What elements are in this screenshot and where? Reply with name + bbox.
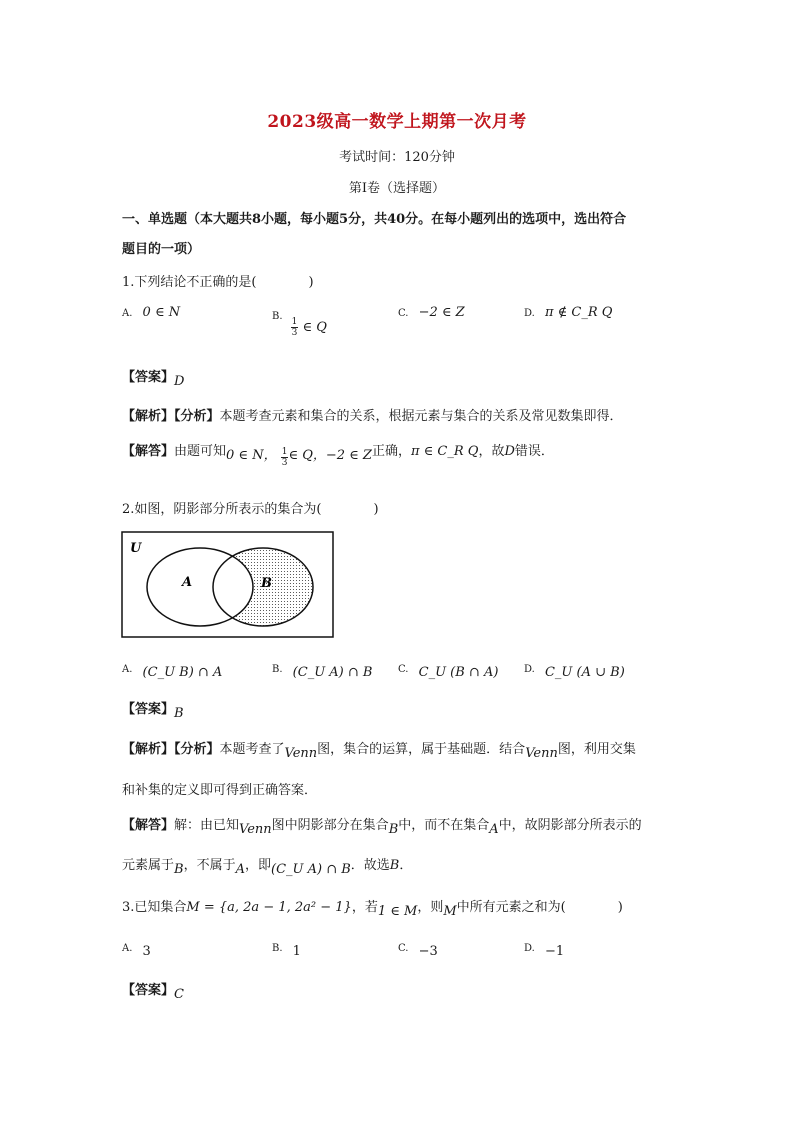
math: 0 ∈ N， — [226, 448, 277, 463]
analysis-text: 图，利用交集 — [557, 742, 636, 757]
option-label: B. — [272, 943, 283, 954]
q1-option-a — [122, 305, 180, 320]
fraction: $\frac{1}{3}$ — [281, 447, 288, 468]
math: B — [388, 822, 399, 837]
solution-text: 元素属于 — [122, 858, 175, 873]
answer-value: C — [174, 987, 184, 1002]
q3-answer — [122, 979, 184, 1002]
option-text: 3 — [142, 944, 151, 959]
q3-option-b — [272, 940, 301, 959]
option-label: D. — [524, 664, 535, 675]
q2-analysis — [122, 738, 636, 761]
q2-option-b — [272, 661, 373, 680]
solution-text: 由题可知 — [174, 444, 227, 459]
q3-option-d — [524, 940, 565, 959]
option-label: C. — [398, 308, 409, 319]
option-text: C_U (A ∪ B) — [544, 665, 625, 680]
venn-diagram — [121, 531, 335, 639]
option-label: C. — [398, 943, 409, 954]
analysis-text: 图，集合的运算，属于基础题．结合 — [317, 742, 526, 757]
math: ∈ Q，−2 ∈ Z — [288, 448, 372, 463]
q1-analysis — [122, 405, 623, 424]
option-label: A. — [122, 943, 133, 954]
q2-option-a — [122, 661, 223, 680]
fraction: $\frac{1}{3}$ — [291, 317, 298, 338]
q2-solution — [122, 814, 642, 837]
set-b-label: B — [261, 576, 272, 591]
set-a-label: A — [182, 575, 193, 590]
q2-solution-cont — [122, 854, 413, 877]
math: (C_U A) ∩ B — [271, 862, 351, 877]
option-text: (C_U B) ∩ A — [142, 665, 223, 680]
option-label: A. — [122, 664, 133, 675]
solution-text: 图中阴影部分在集合 — [271, 818, 389, 833]
analysis-tag: 【解析】【分析】 — [122, 409, 220, 424]
math: π ∈ C_R Q — [410, 444, 479, 459]
q2-option-c — [398, 661, 499, 680]
universe-label: U — [130, 541, 142, 556]
math: B — [174, 862, 184, 877]
q1-solution — [122, 440, 554, 468]
option-text: C_U (B ∩ A) — [418, 665, 499, 680]
answer-value: D — [174, 374, 185, 389]
option-label: B. — [272, 664, 283, 675]
math: Venn — [525, 746, 558, 761]
option-text: (C_U A) ∩ B — [292, 665, 373, 680]
math: D — [504, 444, 515, 459]
q1-option-d — [524, 305, 612, 320]
q2-answer — [122, 698, 184, 721]
stem-text: 中所有元素之和为( ) — [456, 900, 623, 915]
math: M = {a, 2a − 1, 2a² − 1} — [186, 900, 352, 915]
q3-option-a — [122, 940, 151, 959]
stem-text: ，则 — [417, 900, 444, 915]
q1-option-b — [272, 305, 327, 338]
solution-tag: 【解答】 — [122, 444, 175, 459]
answer-tag: 【答案】 — [122, 370, 175, 385]
option-text: −2 ∈ Z — [418, 305, 465, 320]
math: M — [443, 904, 457, 919]
answer-tag: 【答案】 — [122, 702, 175, 717]
solution-text: ．故选 — [350, 858, 390, 873]
section-heading-cont: 题目的一项） — [122, 242, 201, 257]
solution-text: 中，而不在集合 — [398, 818, 490, 833]
answer-tag: 【答案】 — [122, 983, 175, 998]
math: B — [389, 858, 400, 873]
answer-value: B — [174, 706, 184, 721]
exam-title: 2023级高一数学上期第一次月考 — [267, 112, 527, 132]
exam-time: 考试时间：120分钟 — [339, 150, 455, 165]
math: A — [235, 862, 245, 877]
solution-text: 正确， — [371, 444, 411, 459]
analysis-text: 本题考查了 — [219, 742, 285, 757]
math: 1 ∈ M — [377, 904, 418, 919]
option-text: 1 — [292, 944, 301, 959]
option-text: −3 — [418, 944, 438, 959]
stem-text: ，若 — [351, 900, 378, 915]
option-text: π ∉ C_R Q — [544, 305, 613, 320]
solution-text: 解：由已知 — [174, 818, 240, 833]
analysis-text: 本题考查元素和集合的关系，根据元素与集合的关系及常见数集即得． — [219, 409, 623, 424]
math: A — [489, 822, 499, 837]
option-text: ∈ Q — [302, 320, 327, 335]
q3-stem — [122, 896, 623, 919]
solution-tag: 【解答】 — [122, 818, 175, 833]
volume-label: 第Ⅰ卷（选择题） — [348, 181, 446, 196]
q1-option-c — [398, 305, 465, 320]
option-label: D. — [524, 308, 535, 319]
option-text: −1 — [544, 944, 565, 959]
q2-option-d — [524, 661, 625, 680]
math: Venn — [239, 822, 272, 837]
q1-stem: 1.下列结论不正确的是( ) — [122, 275, 314, 290]
solution-text: ，不属于 — [183, 858, 236, 873]
solution-text: ，即 — [244, 858, 271, 873]
solution-text: ． — [399, 858, 413, 873]
stem-text: 3.已知集合 — [122, 900, 187, 915]
option-label: A. — [122, 308, 133, 319]
solution-text: 中，故阴影部分所表示的 — [498, 818, 642, 833]
q1-answer — [122, 366, 185, 389]
section-heading: 一、单选题（本大题共8小题，每小题5分，共40分。在每小题列出的选项中，选出符合 — [122, 212, 627, 227]
analysis-tag: 【解析】【分析】 — [122, 742, 220, 757]
option-label: D. — [524, 943, 535, 954]
q3-option-c — [398, 940, 438, 959]
q2-stem: 2.如图，阴影部分所表示的集合为( ) — [122, 502, 379, 517]
math: Venn — [284, 746, 318, 761]
option-label: B. — [272, 311, 283, 322]
solution-text: 错误． — [514, 444, 554, 459]
solution-text: ，故 — [478, 444, 505, 459]
q2-analysis-cont: 和补集的定义即可得到正确答案． — [122, 783, 318, 798]
option-label: C. — [398, 664, 409, 675]
option-text: 0 ∈ N — [142, 305, 181, 320]
